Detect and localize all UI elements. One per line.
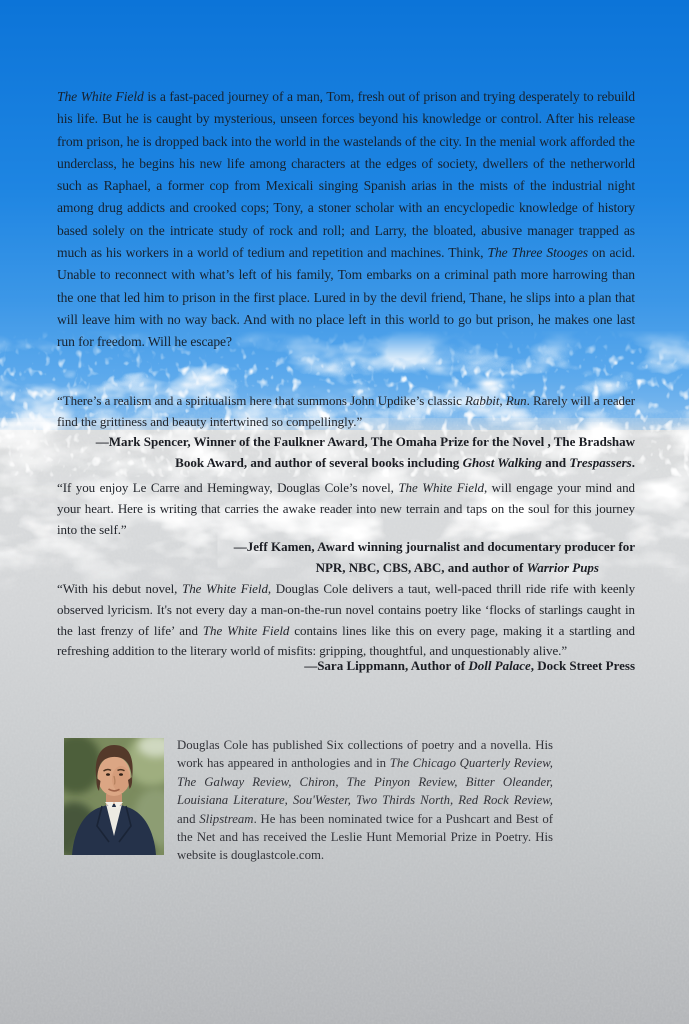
review-quote-3-attribution: —Sara Lippmann, Author of Doll Palace, Dock Street Press	[304, 658, 635, 673]
review-quote-3-text: “With his debut novel, The White Field, Douglas Cole delivers a taut, well-paced thrill ride rife with keenly observed lyricism. It's not every day a man-on-the-run novel contains poetry like ‘flocks of starlings caught in the last frenzy of life’ and The White Field contains lines like this on every page, making it a startling and refreshing addition to the literary world of misfits: gripping, thoughtful, and unquestionably alive.”	[57, 581, 636, 659]
review-quote-2-text: “If you enjoy Le Carre and Hemingway, Douglas Cole’s novel, The White Field, will engage your mind and your heart. Here is writing that carries the awake reader into new terrain and taps on the soul for this journey into the self.”	[57, 480, 635, 537]
review-quote-2-attribution: —Jeff Kamen, Award winning journalist and documentary producer for NPR, NBC, CBS, ABC, and author of Warrior Pups	[233, 539, 635, 575]
review-quote-1-text: “There’s a realism and a spiritualism here that summons John Updike’s classic Rabbit, Run. Rarely will a reader find the grittiness and beauty intertwined so compellingly.”	[57, 393, 636, 429]
review-quote-1-attribution: —Mark Spencer, Winner of the Faulkner Award, The Omaha Prize for the Novel , The Bradshaw Book Award, and author of several books including Ghost Walking and Trespassers.	[95, 434, 635, 470]
author-bio-section	[64, 736, 553, 865]
author-bio-text: Douglas Cole has published Six collections of poetry and a novella. His work has appeared in anthologies and in The Chicago Quarterly Review, The Galway Review, Chiron, The Pinyon Review, Bitter Oleander, Louisiana Literature, Sou'Wester, Two Thirds North, Red Rock Review, and Slipstream. He has been nominated twice for a Pushcart and Best of the Net and has received the Leslie Hunt Memorial Prize in Poetry. His website is douglastcole.com.	[177, 738, 553, 863]
author-photo	[64, 738, 164, 855]
synopsis-paragraph: The White Field is a fast-paced journey of a man, Tom, fresh out of prison and trying desperately to rebuild his life. But he is caught by mysterious, unseen forces beyond his knowledge or control. After his release from prison, he is dropped back into the world in the wastelands of the city. In the menial work afforded the underclass, he begins his new life among characters at the edges of society, dwellers of the netherworld such as Raphael, a former cop from Mexicali singing Spanish arias in the mists of the industrial night among drug addicts and crooked cops; Tony, a stoner scholar with an encyclopedic knowledge of history based solely on the intricate study of rock and roll; and Larry, the bloated, abusive manager trapped as much as his workers in a world of tedium and repetition and machines. Think, The Three Stooges on acid. Unable to reconnect with what’s left of his family, Tom embarks on a criminal path more harrowing than the one that led him to prison in the first place. Lured in by the devil friend, Thane, he slips into a plan that will leave him with no way back. And with no place left in this world to go but prison, he makes one last run for freedom. Will he escape?	[57, 89, 635, 350]
